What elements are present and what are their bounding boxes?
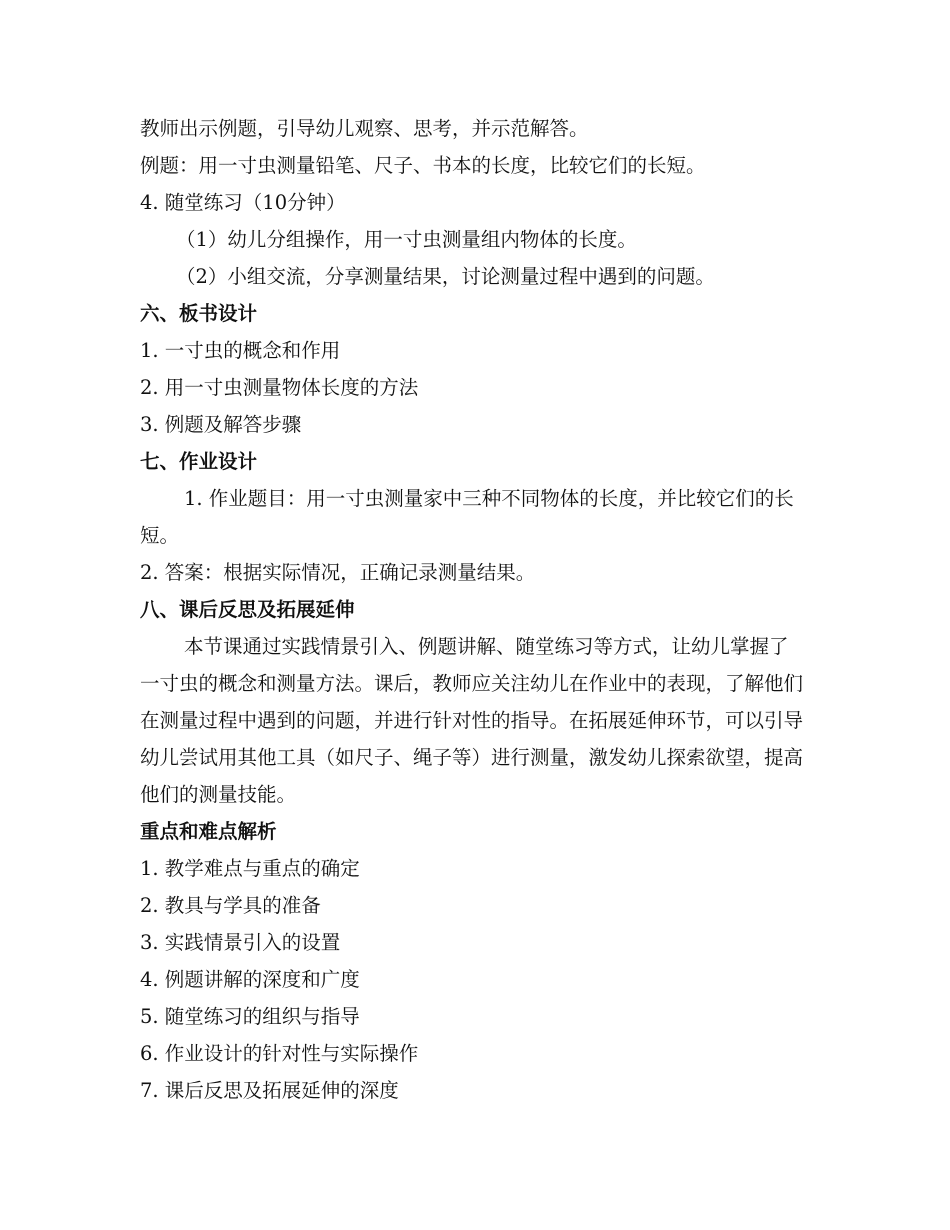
list-item: 5. 随堂练习的组织与指导 xyxy=(140,1005,360,1028)
section-heading: 重点和难点解析 xyxy=(140,820,277,843)
list-item: （1）幼儿分组操作，用一寸虫测量组内物体的长度。 xyxy=(176,228,637,251)
section-heading: 八、课后反思及拓展延伸 xyxy=(140,598,355,621)
list-item: （2）小组交流，分享测量结果，讨论测量过程中遇到的问题。 xyxy=(176,265,715,288)
paragraph: 1. 作业题目：用一寸虫测量家中三种不同物体的长度，并比较它们的长短。 xyxy=(140,487,794,547)
list-item: 4. 例题讲解的深度和广度 xyxy=(140,968,360,991)
list-item: 1. 一寸虫的概念和作用 xyxy=(140,339,341,362)
section-heading: 六、板书设计 xyxy=(140,302,258,325)
document-body xyxy=(140,110,805,1109)
section-heading: 七、作业设计 xyxy=(140,450,258,473)
list-item: 7. 课后反思及拓展延伸的深度 xyxy=(140,1079,399,1102)
list-item: 3. 例题及解答步骤 xyxy=(140,413,302,436)
paragraph: 教师出示例题，引导幼儿观察、思考，并示范解答。 xyxy=(140,117,589,140)
list-item: 3. 实践情景引入的设置 xyxy=(140,931,341,954)
example-paragraph: 例题：用一寸虫测量铅笔、尺子、书本的长度，比较它们的长短。 xyxy=(140,154,706,177)
list-item: 4. 随堂练习（10分钟） xyxy=(140,191,346,214)
list-item: 2. 答案：根据实际情况，正确记录测量结果。 xyxy=(140,561,536,584)
list-item: 6. 作业设计的针对性与实际操作 xyxy=(140,1042,419,1065)
list-item: 2. 教具与学具的准备 xyxy=(140,894,321,917)
list-item: 2. 用一寸虫测量物体长度的方法 xyxy=(140,376,419,399)
list-item: 1. 教学难点与重点的确定 xyxy=(140,857,360,880)
paragraph: 本节课通过实践情景引入、例题讲解、随堂练习等方式，让幼儿掌握了一寸虫的概念和测量方法。课后，教师应关注幼儿在作业中的表现，了解他们在测量过程中遇到的问题，并进行针对性的指导。在拓展延伸环节，可以引导幼儿尝试用其他工具（如尺子、绳子等）进行测量，激发幼儿探索欲望，提高他们的测量技能。 xyxy=(140,635,804,806)
